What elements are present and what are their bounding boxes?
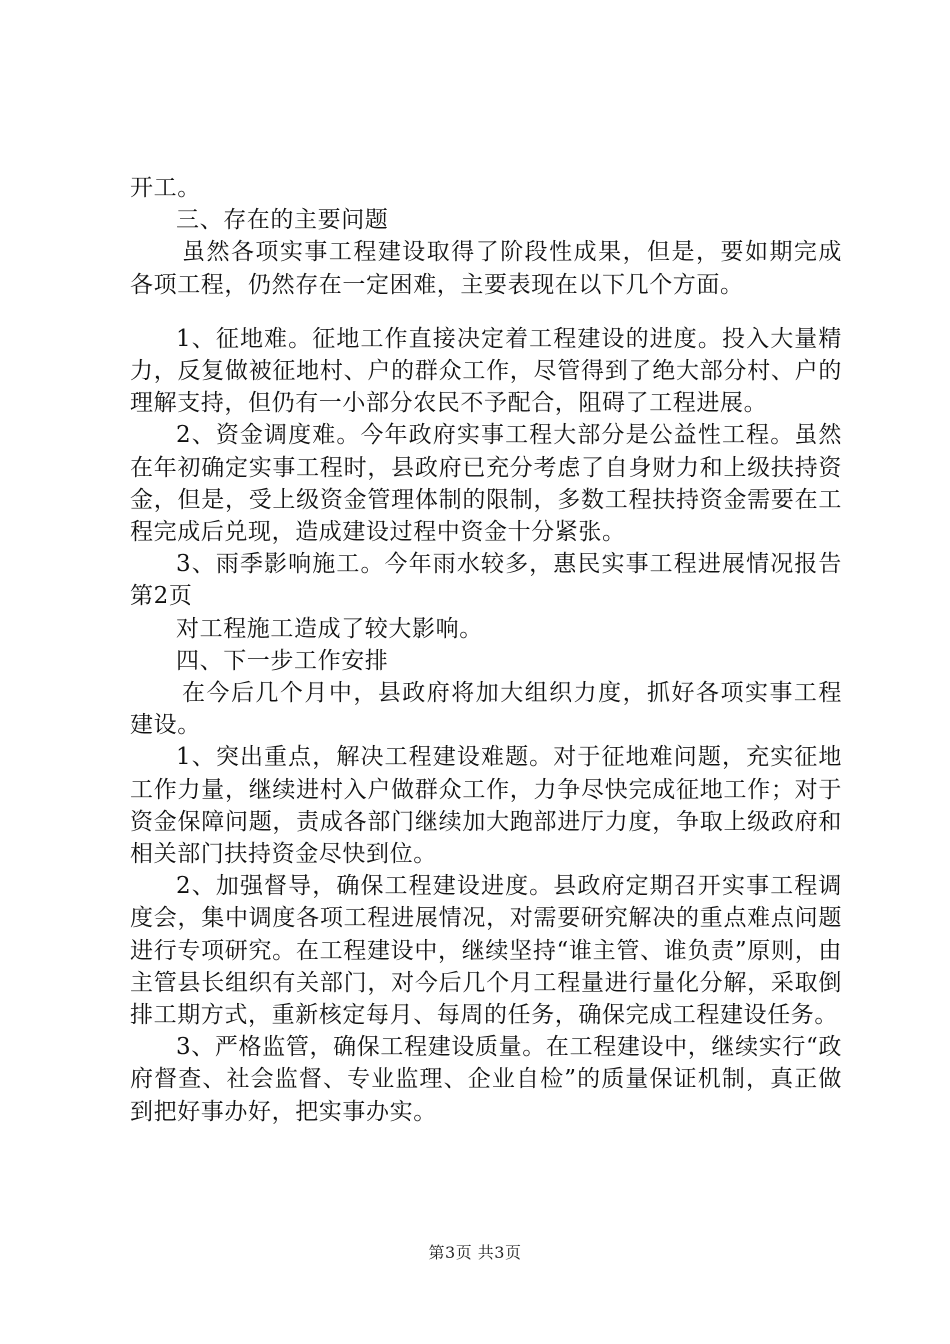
paragraph-rainy-season-continued: 对工程施工造成了较大影响。 [176, 615, 483, 642]
paragraph-quality-control: 3、严格监管，确保工程建设质量。在工程建设中，继续实行“政府督查、社会监督、专业监理、企业自检”的质量保证机制，真正做到把好事办好，把实事办实。 [130, 1034, 842, 1125]
section-heading-next-steps: 四、下一步工作安排 [176, 647, 389, 674]
paragraph-supervision: 2、加强督导，确保工程建设进度。县政府定期召开实事工程调度会，集中调度各项工程进展情况，对需要研究解决的重点难点问题进行专项研究。在工程建设中，继续坚持“谁主管、谁负责”原则，由主管县长组织有关部门，对今后几个月工程量进行量化分解，采取倒排工期方式，重新核定每月、每周的任务，确保完成工程建设任务。 [130, 873, 842, 1029]
paragraph-land-acquisition: 1、征地难。征地工作直接决定着工程建设的进度。投入大量精力，反复做被征地村、户的群众工作，尽管得到了绝大部分村、户的理解支持，但仍有一小部分农民不予配合，阻碍了工程进展。 [130, 325, 842, 417]
paragraph-continuation: 开工。 [130, 175, 201, 201]
paragraph-rainy-season: 3、雨季影响施工。今年雨水较多，惠民实事工程进展情况报告第2页 [130, 551, 842, 610]
paragraph-problems-intro: 虽然各项实事工程建设取得了阶段性成果，但是，要如期完成各项工程，仍然存在一定困难，主要表现在以下几个方面。 [130, 239, 842, 298]
document-body [130, 172, 842, 1128]
paragraph-focus-priorities: 1、突出重点，解决工程建设难题。对于征地难问题，充实征地工作力量，继续进村入户做群众工作，力争尽快完成征地工作；对于资金保障问题，责成各部门继续加大跑部进厅力度，争取上级政府和相关部门扶持资金尽快到位。 [130, 744, 842, 868]
paragraph-funding: 2、资金调度难。今年政府实事工程大部分是公益性工程。虽然在年初确定实事工程时，县政府已充分考虑了自身财力和上级扶持资金，但是，受上级资金管理体制的限制，多数工程扶持资金需要在工程完成后兑现，造成建设过程中资金十分紧张。 [130, 422, 842, 546]
page-number-footer: 第3页 共3页 [428, 1243, 522, 1262]
paragraph-next-steps-intro: 在今后几个月中，县政府将加大组织力度，抓好各项实事工程建设。 [130, 680, 842, 739]
section-heading-problems: 三、存在的主要问题 [176, 207, 389, 234]
